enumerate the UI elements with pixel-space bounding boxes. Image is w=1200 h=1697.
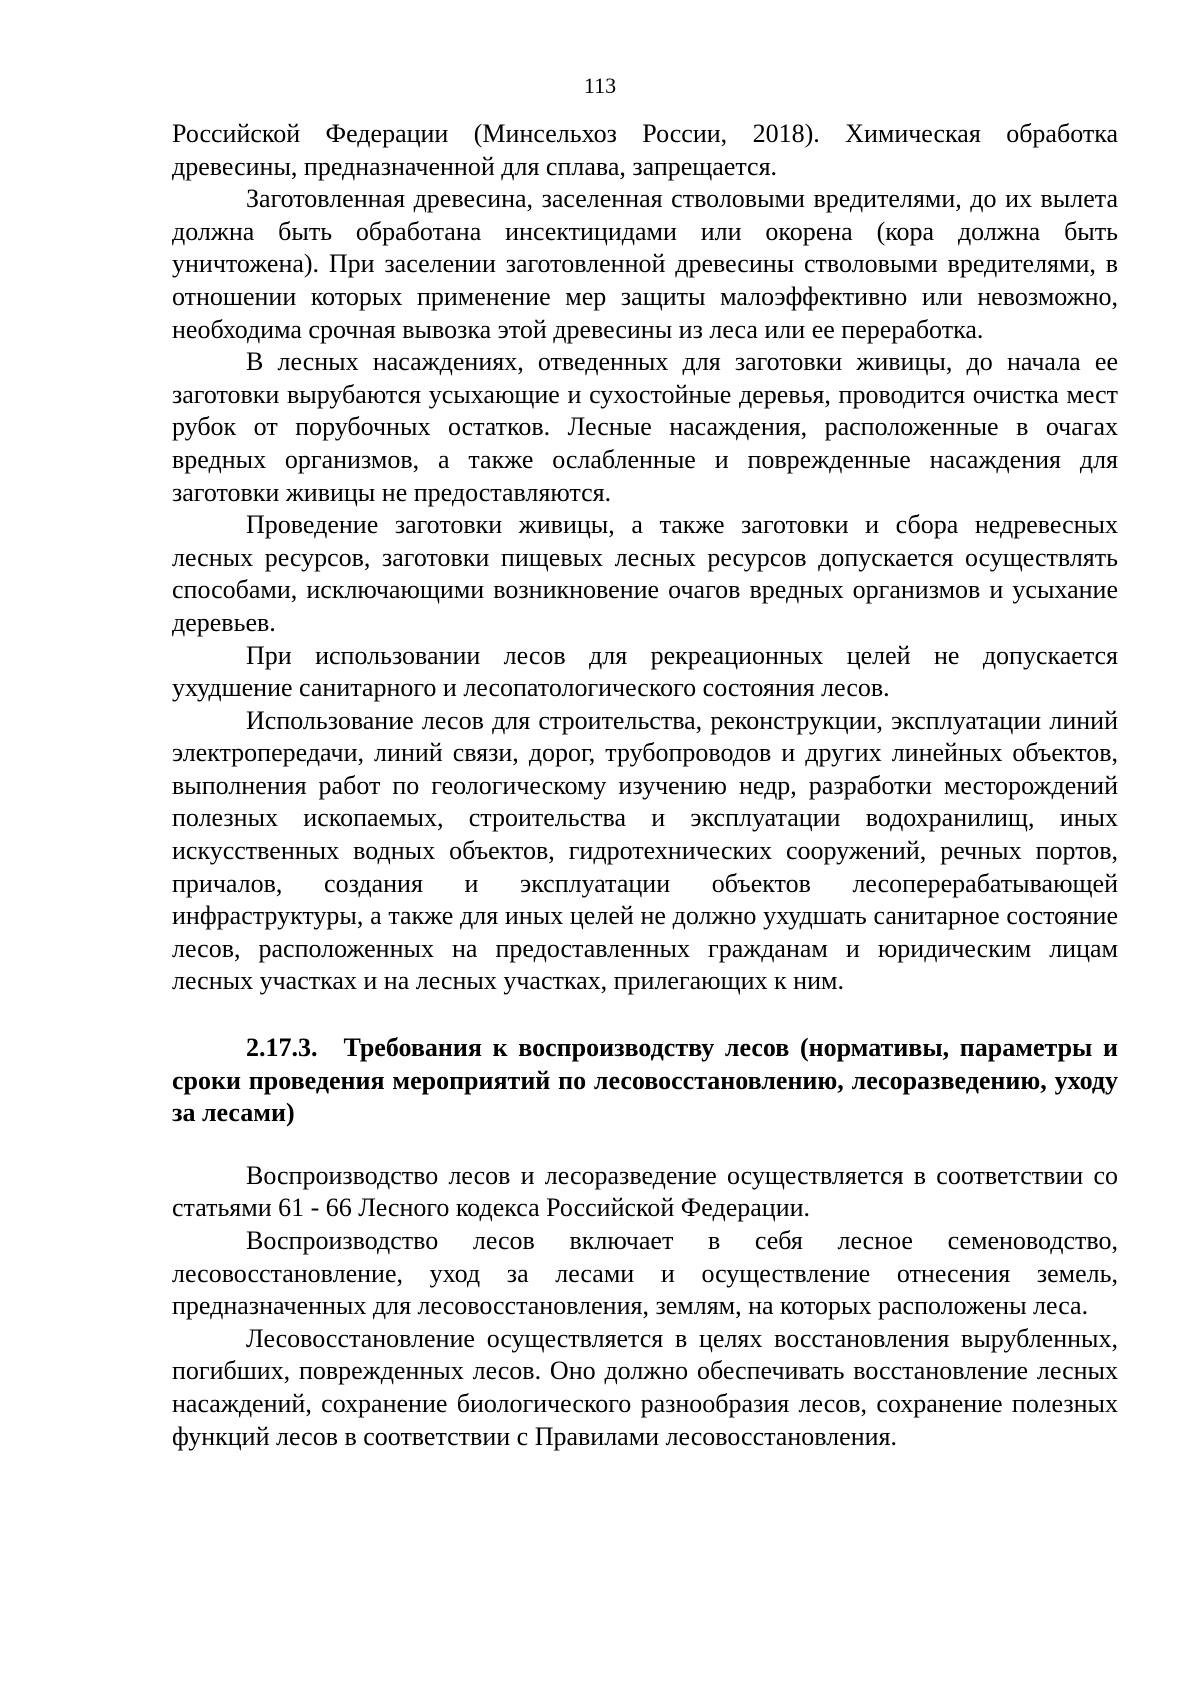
- section-heading: [172, 1032, 1118, 1130]
- paragraph-reforestation-goals: Лесовосстановление осуществляется в целях восстановления вырубленных, погибших, поврежденных лесов. Оно должно обеспечивать восстановление лесных насаждений, сохранение биологического разнообразия лесов, сохранение полезных функций лесов в соответствии с Правилами лесовосстановления.: [172, 1323, 1118, 1451]
- section-number: 2.17.3.: [246, 1033, 318, 1063]
- paragraph-infested-wood: Заготовленная древесина, заселенная стволовыми вредителями, до их вылета должна быть обработана инсектицидами или окорена (кора должна быть уничтожена). При заселении заготовленной древесины стволовыми вредителями, в отношении которых применение мер защиты малоэффективно или невозможно, необходима срочная вывозка этой древесины из леса или ее переработка.: [172, 184, 1118, 344]
- paragraph-continuation: Российской Федерации (Минсельхоз России, 2018). Химическая обработка древесины, предназначенной для сплава, запрещается.: [172, 119, 1118, 181]
- paragraph-reproduction-includes: Воспроизводство лесов включает в себя лесное семеноводство, лесовосстановление, уход за лесами и осуществление отнесения земель, предназначенных для лесовосстановления, землям, на которых расположены леса.: [172, 1226, 1118, 1321]
- section-title: Требования к воспроизводству лесов (нормативы, параметры и сроки проведения мероприятий по лесовосстановлению, лесоразведению, уходу за лесами): [172, 1033, 1118, 1128]
- paragraph-resin-harvest-stands: В лесных насаждениях, отведенных для заготовки живицы, до начала ее заготовки вырубаются усыхающие и сухостойные деревья, проводится очистка мест рубок от порубочных остатков. Лесные насаждения, расположенные в очагах вредных организмов, а также ослабленные и поврежденные насаждения для заготовки живицы не предоставляются.: [172, 347, 1118, 507]
- paragraph-construction-use: Использование лесов для строительства, реконструкции, эксплуатации линий электропередачи, линий связи, дорог, трубопроводов и других линейных объектов, выполнения работ по геологическому изучению недр, разработки месторождений полезных ископаемых, строительства и эксплуатации водохранилищ, иных искусственных водных объектов, гидротехнических сооружений, речных портов, причалов, создания и эксплуатации объектов лесоперерабатывающей инфраструктуры, а также для иных целей не должно ухудшать санитарное состояние лесов, расположенных на предоставленных гражданам и юридическим лицам лесных участках и на лесных участках, прилегающих к ним.: [172, 705, 1118, 996]
- paragraph-recreation: При использовании лесов для рекреационных целей не допускается ухудшение санитарного и лесопатологического состояния лесов.: [172, 640, 1118, 703]
- page-number: 113: [583, 73, 617, 98]
- page-content: [172, 118, 1118, 1453]
- paragraph-forest-code: Воспроизводство лесов и лесоразведение осуществляется в соответствии со статьями 61 - 66 Лесного кодекса Российской Федерации.: [172, 1160, 1118, 1223]
- paragraph-resin-harvest-methods: Проведение заготовки живицы, а также заготовки и сбора недревесных лесных ресурсов, заготовки пищевых лесных ресурсов допускается осуществлять способами, исключающими возникновение очагов вредных организмов и усыхание деревьев.: [172, 510, 1118, 637]
